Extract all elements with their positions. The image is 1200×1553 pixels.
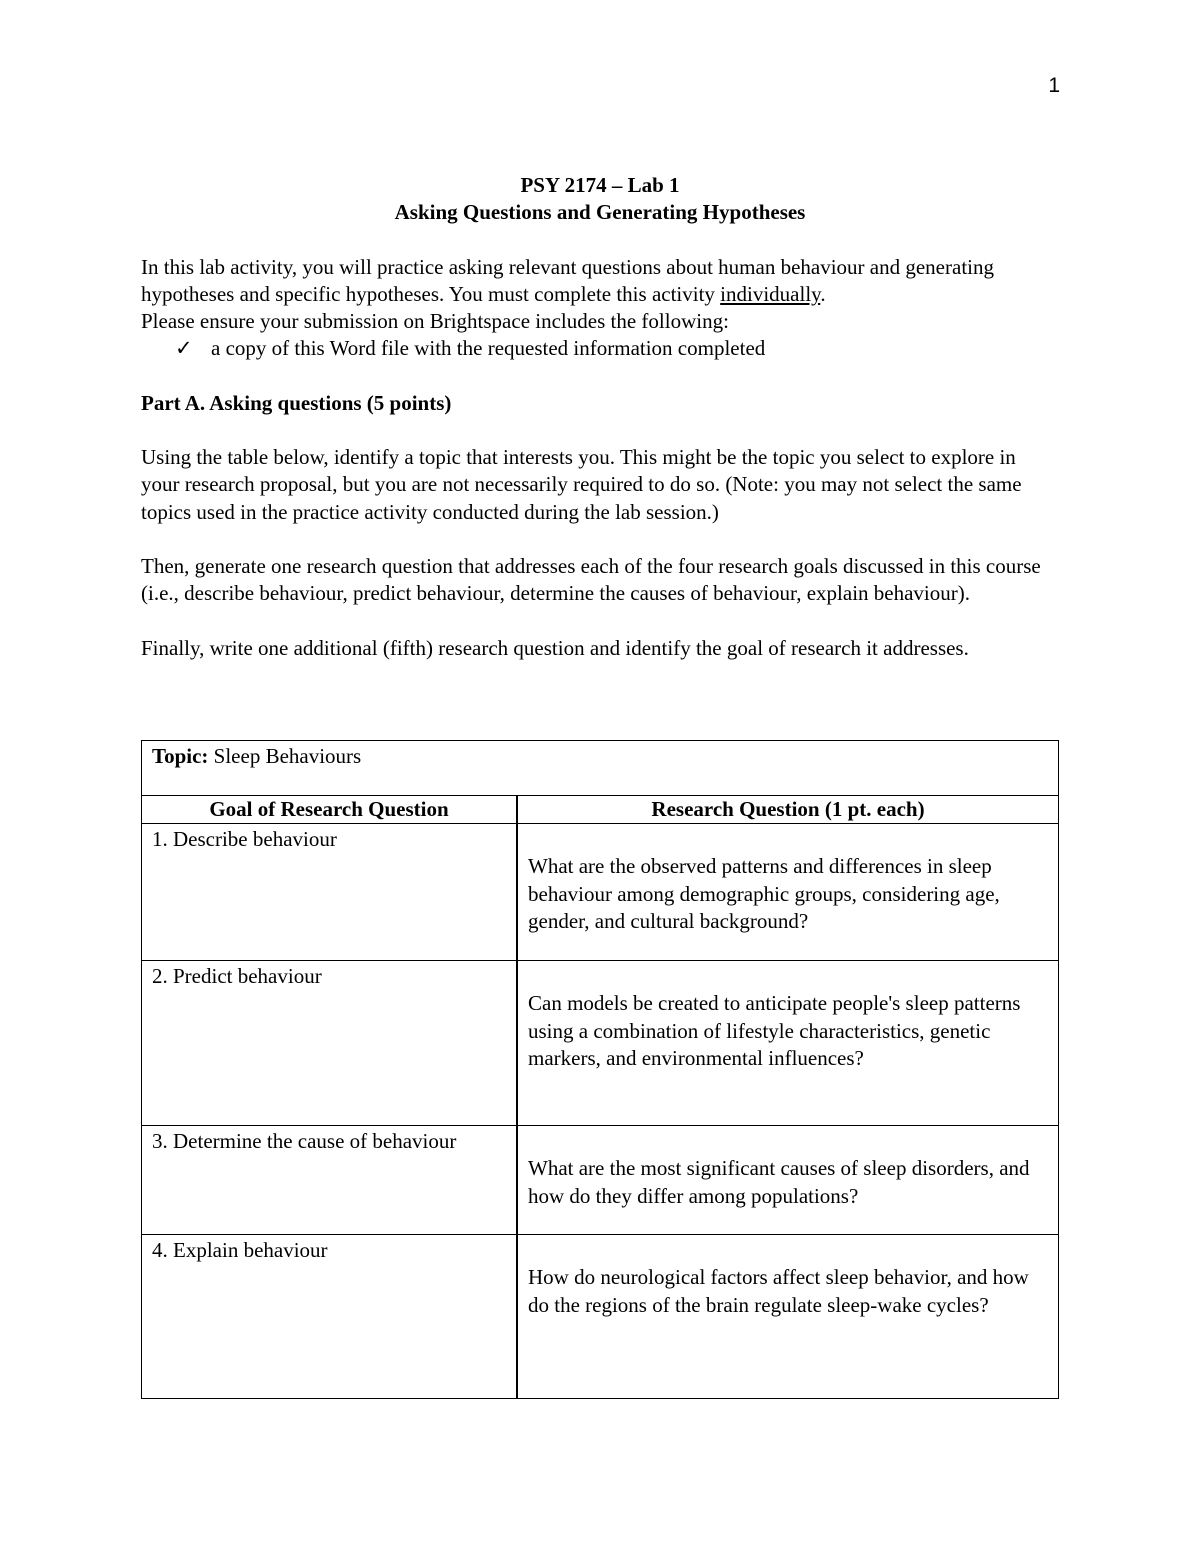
- topic-label: Topic:: [152, 744, 209, 768]
- topic-cell: [142, 741, 1059, 796]
- goal-cell: 3. Determine the cause of behaviour: [142, 1126, 518, 1235]
- topic-value: Sleep Behaviours: [208, 744, 362, 768]
- page-number: 1: [1048, 74, 1060, 97]
- document-body: [141, 172, 1059, 662]
- table-row: [142, 1235, 1059, 1399]
- document-subtitle: Asking Questions and Generating Hypotheses: [394, 200, 806, 225]
- instruction-paragraph-1: Using the table below, identify a topic that interests you. This might be the topic you select to explore in your research proposal, but you are not necessarily required to do so. (Note: you may not select the same topics used in the practice activity conducted during the lab session.): [141, 445, 1022, 524]
- goal-cell: 4. Explain behaviour: [142, 1235, 518, 1399]
- document-title: PSY 2174 – Lab 1: [520, 173, 680, 197]
- table-row: [142, 824, 1059, 961]
- intro-underlined-word: individually: [720, 281, 821, 306]
- checkmark-icon: ✓: [175, 336, 193, 361]
- intro-text-part1: In this lab activity, you will practice asking relevant questions about human behaviour and generating hypotheses and specific hypotheses. You must complete this activity: [141, 254, 994, 306]
- checklist-item: [141, 335, 1059, 362]
- intro-submission-line: Please ensure your submission on Brightspace includes the following:: [141, 309, 729, 334]
- question-text: Can models be created to anticipate people's sleep patterns using a combination of lifestyle characteristics, genetic markers, and environmental influences?: [528, 991, 1021, 1070]
- table-row: [142, 961, 1059, 1126]
- instruction-paragraph-2: Then, generate one research question that addresses each of the four research goals discussed in this course (i.e., describe behaviour, predict behaviour, determine the causes of behaviour, explain behaviour).: [141, 553, 1041, 606]
- question-cell: [517, 1126, 1059, 1235]
- question-cell: [517, 961, 1059, 1126]
- table-row: [142, 1126, 1059, 1235]
- checklist-item-text: a copy of this Word file with the requested information completed: [211, 336, 766, 361]
- question-text: What are the most significant causes of sleep disorders, and how do they differ among populations?: [528, 1156, 1030, 1208]
- table-header-row: [142, 796, 1059, 824]
- goal-cell: 2. Predict behaviour: [142, 961, 518, 1126]
- part-a-heading: Part A. Asking questions (5 points): [141, 390, 452, 415]
- question-column-header: Research Question (1 pt. each): [517, 796, 1059, 824]
- instruction-paragraph-3: Finally, write one additional (fifth) research question and identify the goal of research it addresses.: [141, 635, 969, 660]
- research-question-table: [141, 740, 1059, 1399]
- question-cell: [517, 1235, 1059, 1399]
- goal-cell: 1. Describe behaviour: [142, 824, 518, 961]
- question-cell: [517, 824, 1059, 961]
- intro-text-part2: .: [820, 281, 826, 306]
- intro-paragraph: [141, 254, 1059, 309]
- question-text: How do neurological factors affect sleep behavior, and how do the regions of the brain regulate sleep-wake cycles?: [528, 1265, 1029, 1317]
- topic-row: [142, 741, 1059, 796]
- goal-column-header: Goal of Research Question: [142, 796, 518, 824]
- question-text: What are the observed patterns and differences in sleep behaviour among demographic groups, considering age, gender, and cultural background?: [528, 854, 1000, 933]
